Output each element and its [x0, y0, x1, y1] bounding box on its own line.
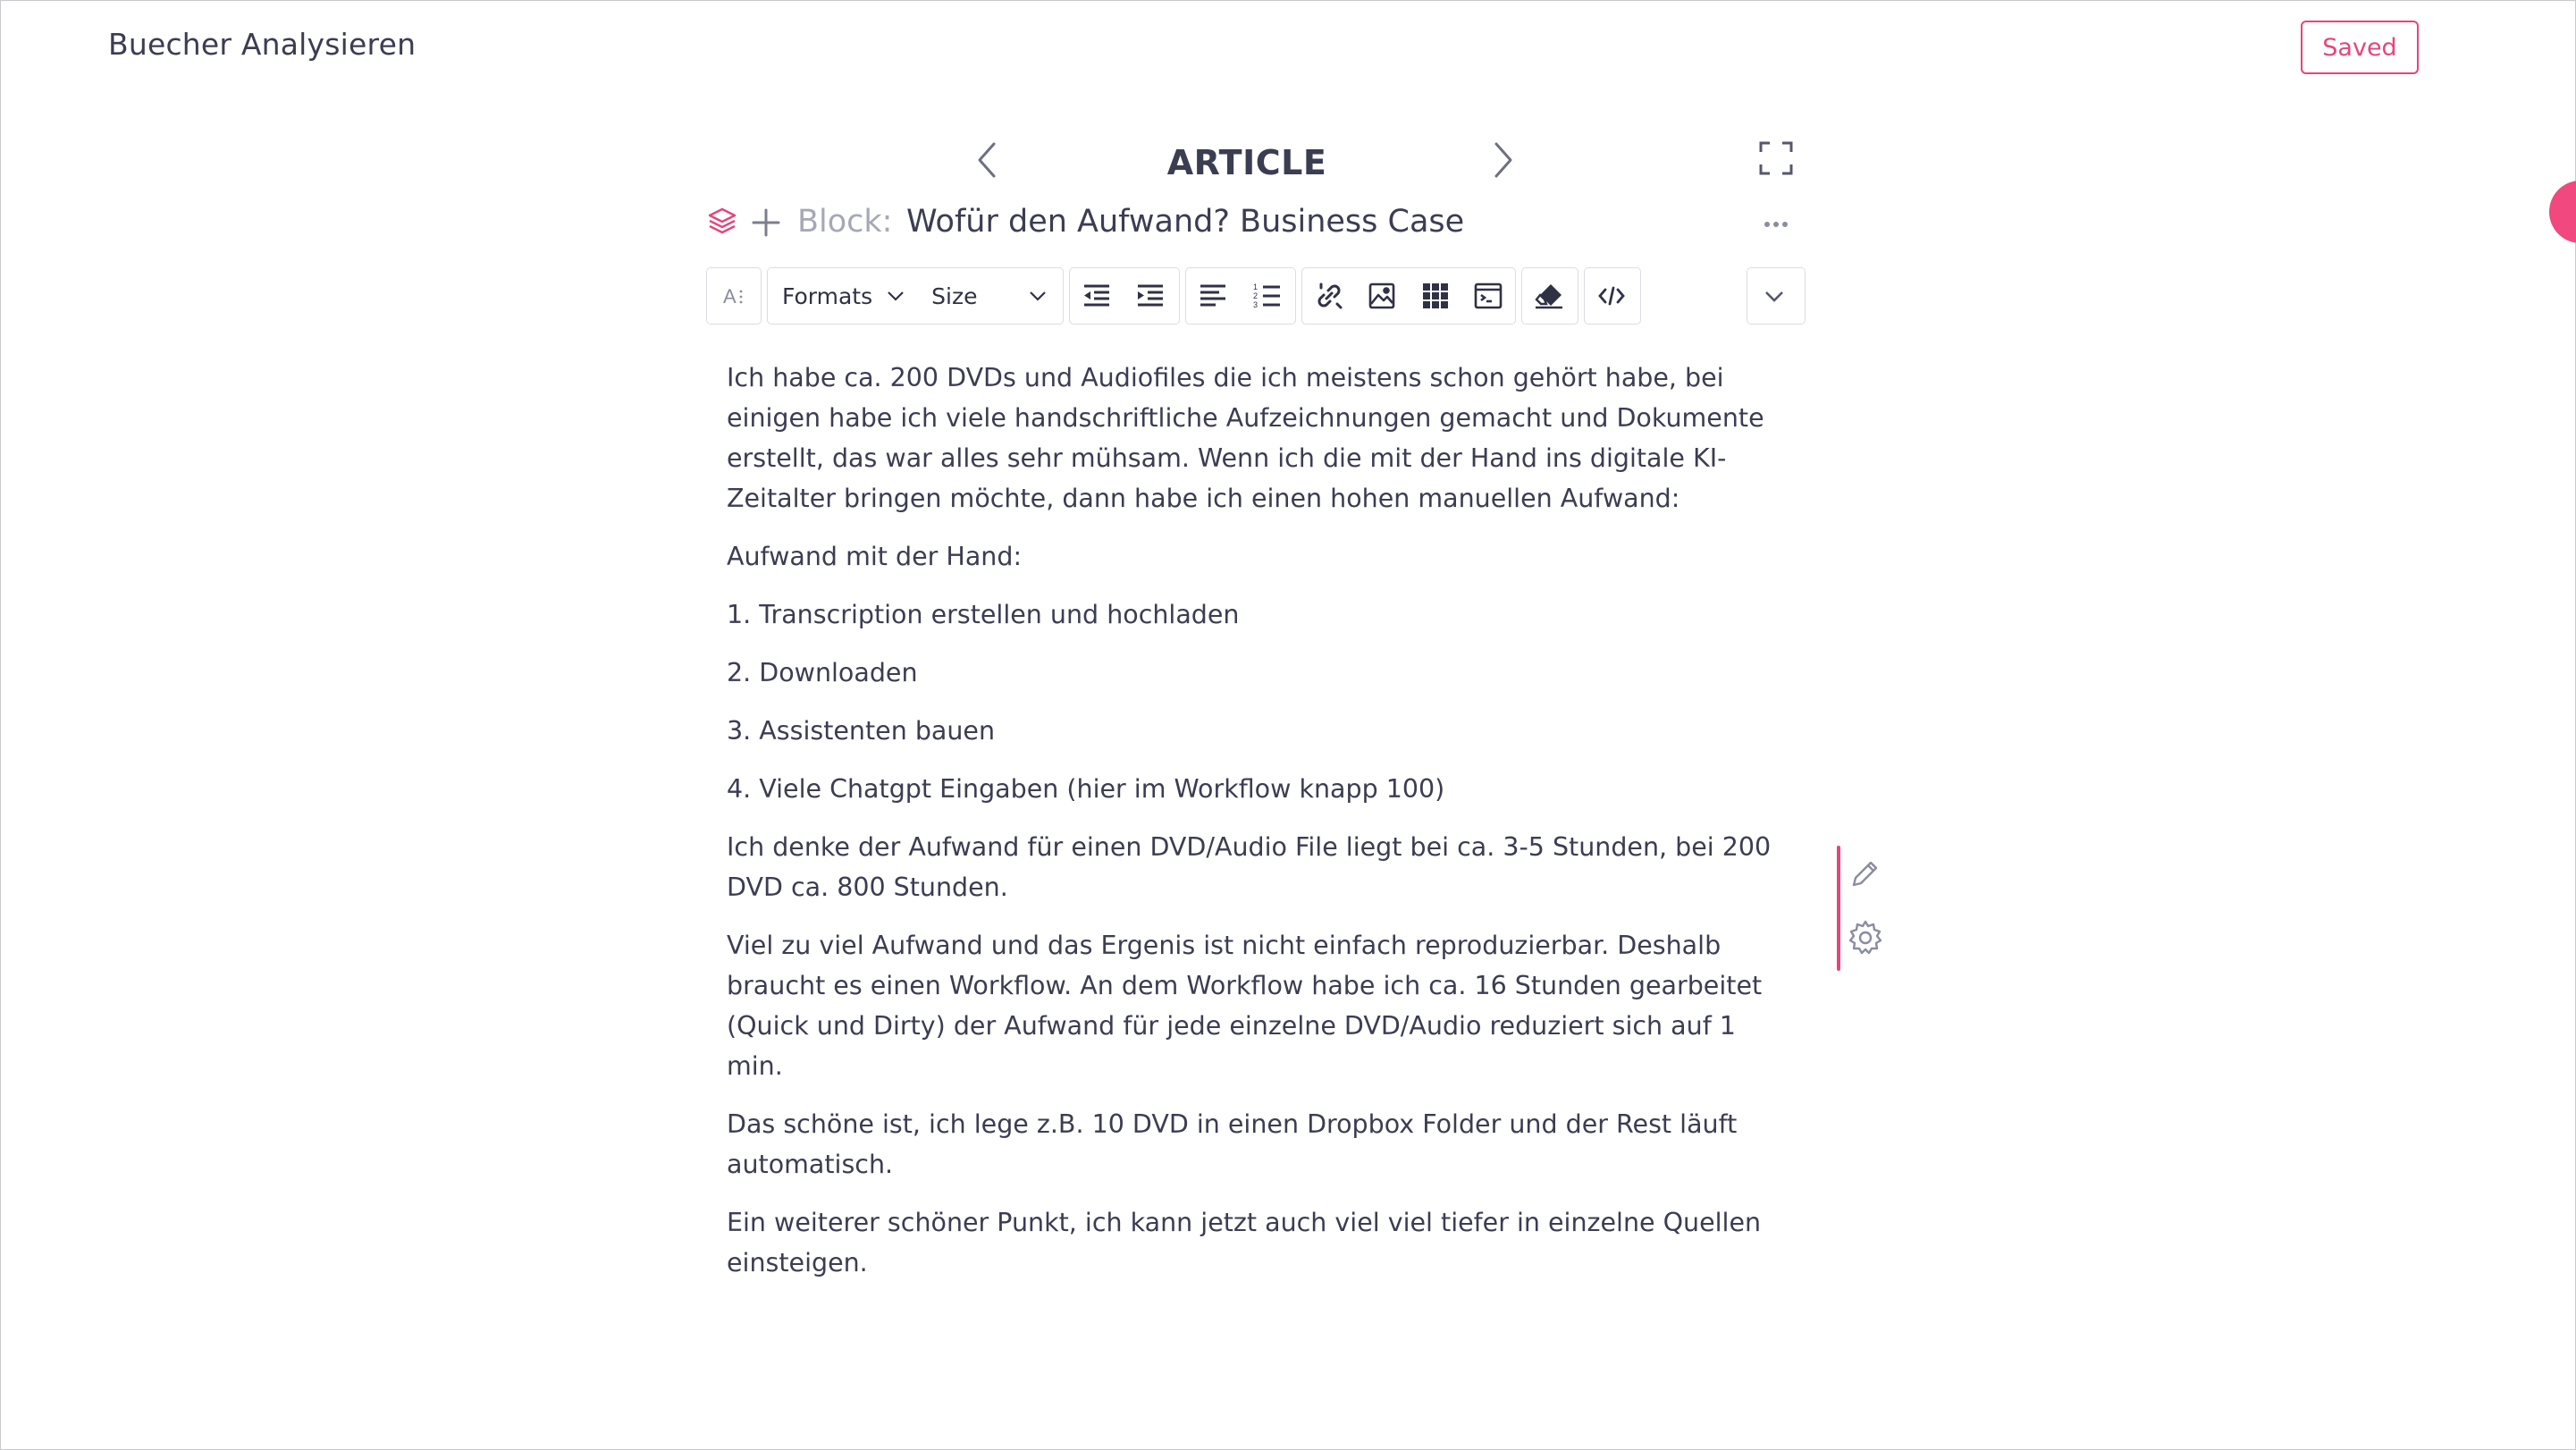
- app-title: Buecher Analysieren: [108, 27, 417, 62]
- editor-toolbar: [706, 267, 1806, 325]
- format-dropdowns: [767, 267, 1064, 325]
- paragraph: Ein weiterer schöner Punkt, ich kann jetzt auch viel viel tiefer in einzelne Quellen einsteigen.: [727, 1208, 1762, 1277]
- align-left-icon[interactable]: [1186, 268, 1240, 324]
- formats-label: Formats: [782, 282, 873, 309]
- list-group: [1185, 267, 1296, 325]
- svg-text:1: 1: [1253, 282, 1259, 291]
- code-view-icon[interactable]: [1585, 268, 1638, 324]
- outdent-icon[interactable]: [1070, 268, 1124, 324]
- paragraph: Ich denke der Aufwand für einen DVD/Audio File liegt bei ca. 3-5 Stunden, bei 200 DVD ca. 800 Stunden.: [727, 832, 1772, 902]
- table-icon[interactable]: [1409, 268, 1462, 324]
- edit-icon[interactable]: [1847, 856, 1882, 892]
- expand-toolbar-icon[interactable]: [1747, 268, 1801, 324]
- plus-icon[interactable]: [751, 207, 781, 238]
- more-options-icon[interactable]: [1761, 209, 1791, 240]
- insert-group: [1301, 267, 1516, 325]
- indent-icon[interactable]: [1124, 268, 1177, 324]
- toolbar-expand-group: [1747, 267, 1806, 325]
- block-name[interactable]: Wofür den Aufwand? Business Case: [906, 204, 1465, 240]
- chevron-down-icon: [1027, 285, 1048, 307]
- list-item: 3. Assistenten bauen: [727, 716, 996, 746]
- paragraph: Aufwand mit der Hand:: [727, 542, 1023, 571]
- paragraph: Das schöne ist, ich lege z.B. 10 DVD in einen Dropbox Folder und der Rest läuft automatisch.: [727, 1109, 1738, 1179]
- block-header: [706, 202, 1797, 245]
- eraser-icon[interactable]: [1522, 268, 1576, 324]
- code-view-group: [1584, 267, 1641, 325]
- indent-group: [1069, 267, 1180, 325]
- size-dropdown[interactable]: [931, 268, 1048, 324]
- article-title: ARTICLE: [1166, 143, 1327, 182]
- chevron-down-icon: [885, 285, 906, 307]
- paragraph: Viel zu viel Aufwand und das Ergenis ist nicht einfach reproduzierbar. Deshalb braucht es einen Workflow. An dem Workflow habe ich ca. 16 Stunden gearbeitet (Quick und Dirty) der Aufwand für jede einzelne DVD/Audio reduziert sich auf 1 min.: [727, 931, 1763, 1081]
- article-content[interactable]: [727, 358, 1799, 1301]
- svg-text:3: 3: [1253, 300, 1259, 309]
- image-icon[interactable]: [1356, 268, 1410, 324]
- svg-text:2: 2: [1253, 291, 1259, 300]
- clear-format-group: [1521, 267, 1578, 325]
- chevron-left-icon[interactable]: [971, 140, 1003, 180]
- fullscreen-icon[interactable]: [1759, 141, 1793, 175]
- list-item: 4. Viele Chatgpt Eingaben (hier im Workflow knapp 100): [727, 774, 1445, 804]
- saved-button[interactable]: Saved: [2301, 21, 2419, 74]
- chevron-right-icon[interactable]: [1487, 140, 1520, 180]
- size-label: Size: [931, 282, 978, 309]
- list-item: 2. Downloaden: [727, 658, 918, 687]
- ordered-list-icon[interactable]: [1240, 268, 1293, 324]
- code-embed-icon[interactable]: [1462, 268, 1516, 324]
- text-style-group: [706, 267, 762, 325]
- list-item: 1. Transcription erstellen und hochladen: [727, 600, 1240, 629]
- svg-text:A: A: [723, 285, 737, 308]
- paragraph: Ich habe ca. 200 DVDs und Audiofiles die ich meistens schon gehört habe, bei einigen habe ich viele handschriftliche Aufzeichnungen gemacht und Dokumente erstellt, das war alles sehr mühsam. Wenn ich die mit der Hand ins digitale KI-Zeitalter bringen möchte, dann habe ich einen hohen manuellen Aufwand:: [727, 363, 1764, 513]
- link-icon[interactable]: [1302, 268, 1356, 324]
- settings-icon[interactable]: [1847, 919, 1884, 957]
- text-style-icon[interactable]: [707, 268, 761, 324]
- block-label: Block:: [797, 204, 893, 240]
- formats-dropdown[interactable]: [782, 268, 906, 324]
- active-block-indicator: [1837, 846, 1840, 971]
- layers-icon[interactable]: [706, 206, 738, 238]
